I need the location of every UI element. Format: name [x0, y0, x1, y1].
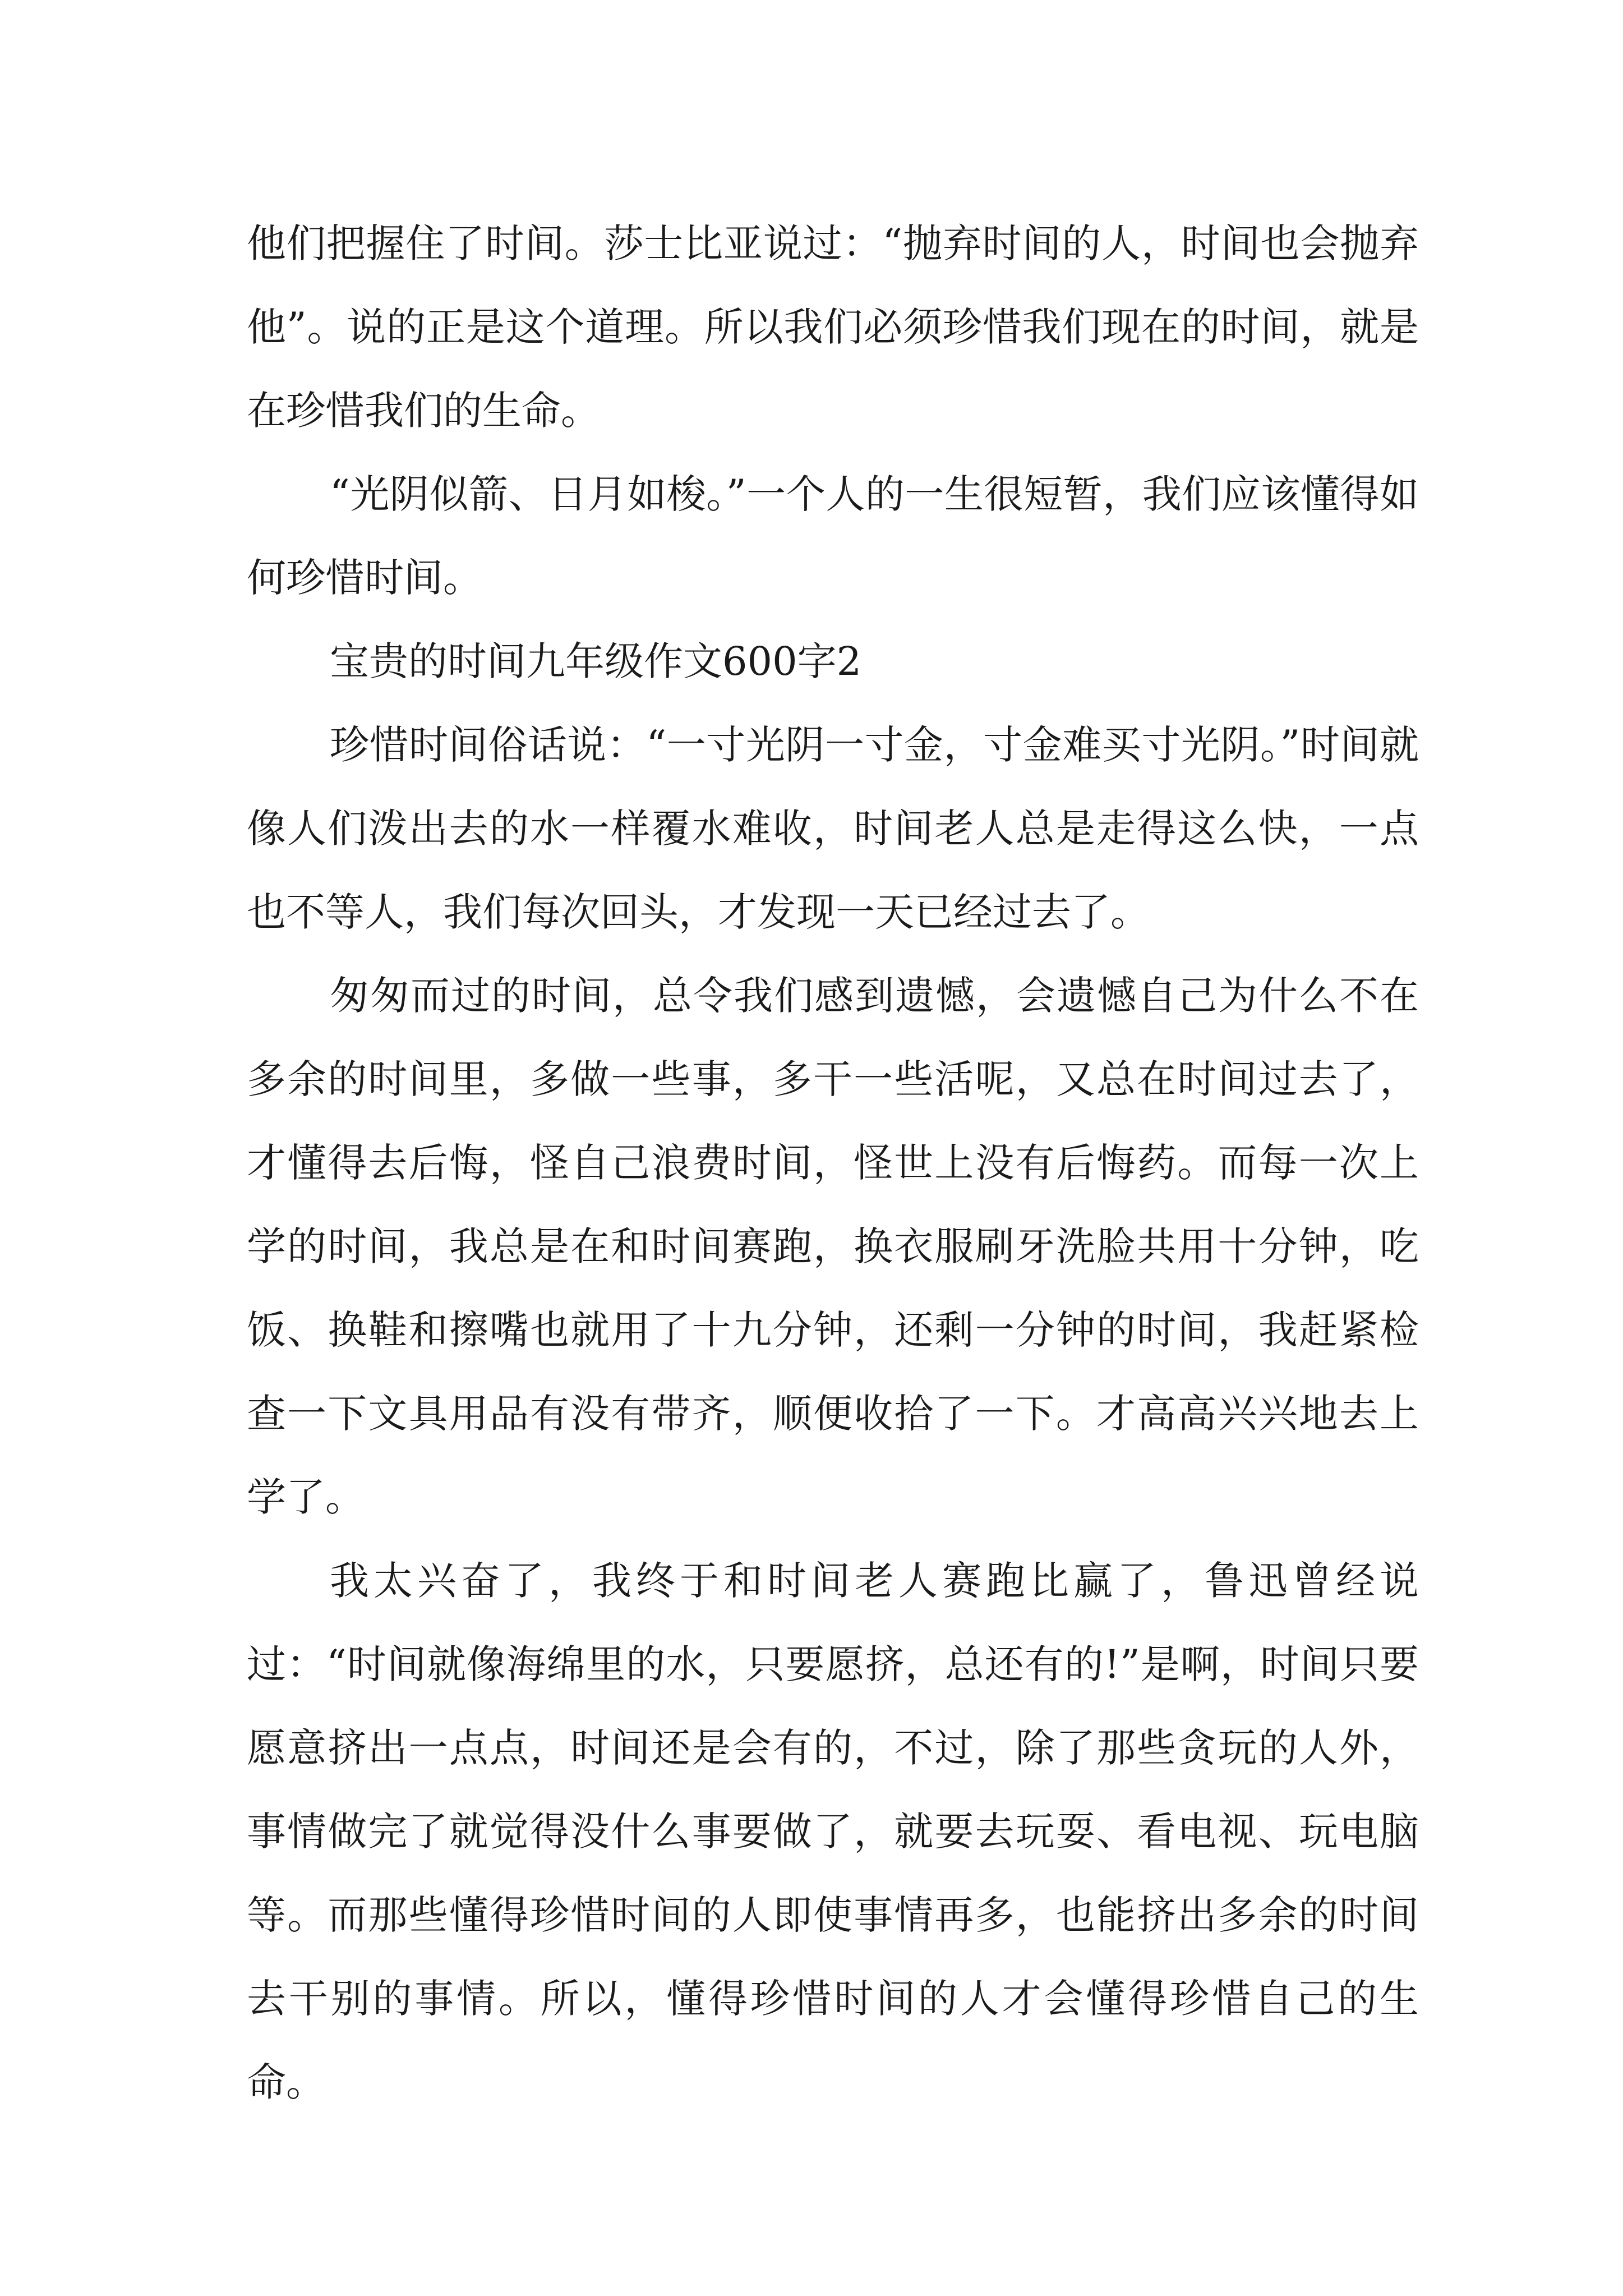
paragraph-body: 匆匆而过的时间，总令我们感到遗憾，会遗憾自己为什么不在多余的时间里，多做一些事，多干一些活呢，又总在时间过去了，才懂得去后悔，怪自己浪费时间，怪世上没有后悔药。而每一次上学的时间，我总是在和时间赛跑，换衣服刷牙洗脸共用十分钟，吃饭、换鞋和擦嘴也就用了十九分钟，还剩一分钟的时间，我赶紧检查一下文具用品有没有带齐，顺便收拾了一下。才高高兴兴地去上学了。: [247, 973, 1419, 1520]
paragraph-quote: “光阴似箭、日月如梭。”一个人的一生很短暂，我们应该懂得如何珍惜时间。: [247, 471, 1419, 601]
essay-heading: 宝贵的时间九年级作文600字2: [330, 638, 862, 684]
paragraph-continuation: 他们把握住了时间。莎士比亚说过：“抛弃时间的人，时间也会抛弃他”。说的正是这个道理。所以我们必须珍惜我们现在的时间，就是在珍惜我们的生命。: [247, 220, 1419, 434]
paragraph-conclusion: 我太兴奋了，我终于和时间老人赛跑比赢了，鲁迅曾经说过：“时间就像海绵里的水，只要愿挤，总还有的!”是啊，时间只要愿意挤出一点点，时间还是会有的，不过，除了那些贪玩的人外，事情做完了就觉得没什么事要做了，就要去玩耍、看电视、玩电脑等。而那些懂得珍惜时间的人即使事情再多，也能挤出多余的时间去干别的事情。所以，懂得珍惜时间的人才会懂得珍惜自己的生命。: [247, 1558, 1419, 2105]
essay-body: [247, 202, 1419, 2124]
paragraph-intro: 珍惜时间俗话说：“一寸光阴一寸金，寸金难买寸光阴。”时间就像人们泼出去的水一样覆水难收，时间老人总是走得这么快，一点也不等人，我们每次回头，才发现一天已经过去了。: [247, 722, 1419, 935]
